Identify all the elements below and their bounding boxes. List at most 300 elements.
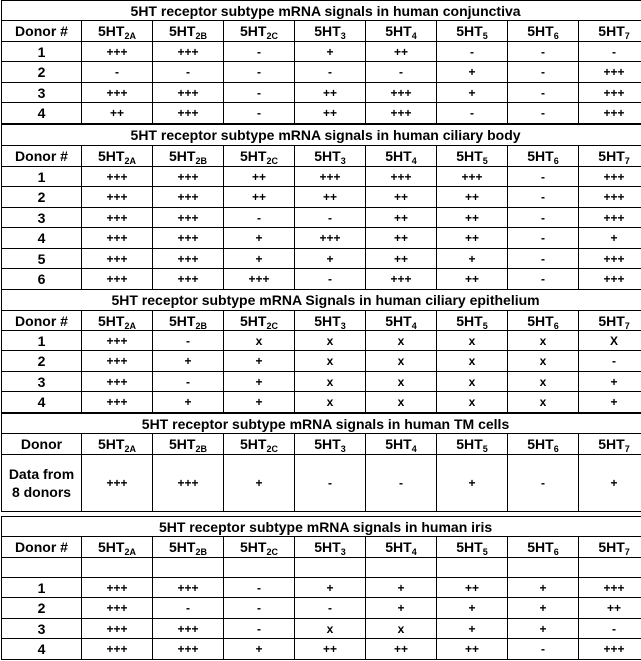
signal-cell bbox=[295, 558, 366, 578]
donor-cell: 3 bbox=[2, 619, 82, 639]
signal-cell: +++ bbox=[82, 269, 153, 290]
signal-cell: +++ bbox=[82, 619, 153, 639]
signal-cell: + bbox=[295, 42, 366, 62]
signal-cell: + bbox=[508, 598, 579, 619]
donor-cell: 6 bbox=[2, 269, 82, 290]
column-header bbox=[153, 434, 224, 455]
column-header-subscript: 7 bbox=[624, 444, 630, 454]
signal-cell: +++ bbox=[153, 249, 224, 269]
column-header bbox=[508, 434, 579, 455]
signal-cell: - bbox=[295, 62, 366, 83]
signal-cell: ++ bbox=[437, 639, 508, 660]
signal-cell: - bbox=[508, 455, 579, 512]
signal-cell: +++ bbox=[153, 269, 224, 290]
signal-cell: ++ bbox=[579, 598, 641, 619]
signal-cell: +++ bbox=[437, 167, 508, 187]
column-header-base: 5HT bbox=[456, 148, 483, 164]
signal-cell: x bbox=[366, 331, 437, 351]
column-header bbox=[295, 21, 366, 42]
title-row bbox=[2, 517, 641, 537]
column-header bbox=[508, 311, 579, 331]
column-header-base: 5HT bbox=[314, 312, 341, 329]
column-header-base: 5HT bbox=[98, 312, 125, 329]
signal-cell: ++ bbox=[224, 187, 295, 208]
column-header-subscript: 6 bbox=[553, 444, 559, 454]
signal-cell: - bbox=[82, 62, 153, 83]
signal-cell: +++ bbox=[153, 619, 224, 639]
table-row bbox=[2, 392, 641, 413]
column-header-base: 5HT bbox=[169, 539, 196, 555]
column-header-base: 5HT bbox=[527, 539, 554, 555]
signal-cell: - bbox=[224, 578, 295, 598]
column-header-subscript: 2C bbox=[266, 320, 278, 331]
signal-cell: x bbox=[437, 372, 508, 392]
column-header-subscript: 4 bbox=[411, 547, 417, 557]
signal-cell: - bbox=[508, 269, 579, 290]
signal-cell: + bbox=[579, 455, 641, 512]
signal-cell: + bbox=[224, 351, 295, 372]
header-row bbox=[2, 311, 641, 331]
column-header bbox=[82, 311, 153, 331]
column-header-base: 5HT bbox=[98, 539, 125, 555]
donor-header: Donor # bbox=[2, 146, 82, 167]
signal-cell: +++ bbox=[82, 42, 153, 62]
column-header-base: 5HT bbox=[240, 436, 267, 452]
column-header bbox=[224, 434, 295, 455]
column-header-base: 5HT bbox=[98, 436, 125, 452]
signal-cell: - bbox=[366, 455, 437, 512]
signal-cell: + bbox=[437, 83, 508, 103]
title-row bbox=[2, 414, 641, 434]
column-header-base: 5HT bbox=[240, 148, 267, 164]
table-block bbox=[1, 516, 638, 660]
column-header bbox=[82, 434, 153, 455]
signal-cell: ++ bbox=[366, 249, 437, 269]
signal-cell: +++ bbox=[579, 578, 641, 598]
column-header-base: 5HT bbox=[598, 312, 625, 329]
signal-cell: - bbox=[508, 42, 579, 62]
signal-cell: +++ bbox=[579, 167, 641, 187]
column-header-subscript: 7 bbox=[624, 31, 630, 41]
signal-cell: +++ bbox=[366, 167, 437, 187]
column-header-base: 5HT bbox=[314, 148, 341, 164]
signal-cell: - bbox=[508, 83, 579, 103]
signal-cell: + bbox=[224, 249, 295, 269]
table-row bbox=[2, 103, 641, 124]
data-table bbox=[1, 289, 641, 413]
title-row bbox=[2, 125, 641, 146]
signal-cell: + bbox=[579, 372, 641, 392]
signal-cell: +++ bbox=[82, 351, 153, 372]
signal-cell: x bbox=[366, 372, 437, 392]
signal-cell: + bbox=[508, 578, 579, 598]
column-header-base: 5HT bbox=[456, 23, 483, 39]
column-header bbox=[437, 146, 508, 167]
signal-cell: - bbox=[153, 62, 224, 83]
column-header-subscript: 2B bbox=[195, 320, 207, 331]
column-header-base: 5HT bbox=[456, 539, 483, 555]
signal-cell: - bbox=[224, 83, 295, 103]
signal-cell bbox=[437, 558, 508, 578]
table-row bbox=[2, 598, 641, 619]
signal-cell: +++ bbox=[366, 269, 437, 290]
signal-cell: x bbox=[224, 331, 295, 351]
column-header bbox=[295, 434, 366, 455]
signal-cell: + bbox=[437, 619, 508, 639]
table-title: 5HT receptor subtype mRNA signals in human TM cells bbox=[2, 414, 641, 434]
signal-cell: x bbox=[366, 619, 437, 639]
column-header-subscript: 2B bbox=[195, 31, 207, 41]
column-header bbox=[82, 537, 153, 558]
column-header bbox=[366, 311, 437, 331]
column-header-subscript: 7 bbox=[624, 547, 630, 557]
column-header bbox=[437, 311, 508, 331]
column-header bbox=[153, 311, 224, 331]
donor-cell: 1 bbox=[2, 578, 82, 598]
column-header-base: 5HT bbox=[598, 23, 625, 39]
column-header bbox=[153, 537, 224, 558]
signal-cell: + bbox=[579, 228, 641, 249]
column-header-base: 5HT bbox=[456, 312, 483, 329]
donor-cell: 4 bbox=[2, 639, 82, 660]
signal-cell: x bbox=[366, 392, 437, 413]
donor-cell: 3 bbox=[2, 208, 82, 228]
signal-cell: + bbox=[153, 392, 224, 413]
signal-cell: +++ bbox=[153, 42, 224, 62]
column-header-base: 5HT bbox=[98, 148, 125, 164]
signal-cell: ++ bbox=[437, 228, 508, 249]
donor-cell: 1 bbox=[2, 331, 82, 351]
donor-header: Donor # bbox=[2, 311, 82, 331]
table-row bbox=[2, 351, 641, 372]
donor-cell: 4 bbox=[2, 392, 82, 413]
signal-cell: +++ bbox=[579, 208, 641, 228]
signal-cell: +++ bbox=[153, 187, 224, 208]
column-header bbox=[153, 21, 224, 42]
signal-cell: +++ bbox=[82, 83, 153, 103]
column-header bbox=[579, 146, 641, 167]
table-row bbox=[2, 372, 641, 392]
column-header-base: 5HT bbox=[385, 539, 412, 555]
column-header-subscript: 5 bbox=[482, 156, 488, 166]
signal-cell: +++ bbox=[579, 103, 641, 124]
column-header bbox=[153, 146, 224, 167]
column-header bbox=[224, 21, 295, 42]
signal-cell: - bbox=[579, 351, 641, 372]
column-header-base: 5HT bbox=[314, 23, 341, 39]
column-header-subscript: 6 bbox=[553, 547, 559, 557]
column-header-base: 5HT bbox=[169, 23, 196, 39]
signal-cell: x bbox=[295, 351, 366, 372]
signal-cell: x bbox=[437, 392, 508, 413]
signal-cell: +++ bbox=[82, 578, 153, 598]
header-row bbox=[2, 434, 641, 455]
column-header-base: 5HT bbox=[598, 148, 625, 164]
column-header bbox=[295, 146, 366, 167]
signal-cell: ++ bbox=[437, 578, 508, 598]
table-row bbox=[2, 331, 641, 351]
donor-cell: 1 bbox=[2, 42, 82, 62]
signal-cell: - bbox=[437, 42, 508, 62]
header-row bbox=[2, 21, 641, 42]
column-header-subscript: 3 bbox=[340, 320, 346, 331]
column-header-subscript: 2C bbox=[266, 547, 278, 557]
signal-cell: - bbox=[366, 62, 437, 83]
column-header-subscript: 5 bbox=[482, 31, 488, 41]
column-header-base: 5HT bbox=[240, 312, 267, 329]
signal-cell: - bbox=[508, 167, 579, 187]
column-header-subscript: 2A bbox=[124, 444, 136, 454]
signal-cell bbox=[579, 558, 641, 578]
signal-cell: + bbox=[437, 62, 508, 83]
column-header bbox=[82, 146, 153, 167]
column-header-subscript: 4 bbox=[411, 31, 417, 41]
signal-cell bbox=[366, 558, 437, 578]
signal-cell: +++ bbox=[366, 103, 437, 124]
signal-cell: ++ bbox=[366, 228, 437, 249]
donor-cell: Data from 8 donors bbox=[2, 455, 82, 512]
table-row bbox=[2, 558, 641, 578]
signal-cell: - bbox=[508, 103, 579, 124]
signal-cell: +++ bbox=[153, 167, 224, 187]
column-header bbox=[437, 434, 508, 455]
column-header bbox=[508, 537, 579, 558]
table-row bbox=[2, 639, 641, 660]
signal-cell: +++ bbox=[153, 578, 224, 598]
donor-header: Donor # bbox=[2, 537, 82, 558]
signal-cell: +++ bbox=[366, 83, 437, 103]
table-title: 5HT receptor subtype mRNA Signals in human ciliary epithelium bbox=[2, 290, 641, 311]
signal-cell: ++ bbox=[437, 187, 508, 208]
signal-cell: - bbox=[224, 103, 295, 124]
signal-cell: - bbox=[508, 228, 579, 249]
signal-cell: - bbox=[153, 598, 224, 619]
column-header bbox=[224, 311, 295, 331]
signal-cell: x bbox=[295, 392, 366, 413]
donor-cell: 2 bbox=[2, 187, 82, 208]
column-header-subscript: 3 bbox=[340, 156, 346, 166]
signal-cell: ++ bbox=[366, 187, 437, 208]
signal-cell: +++ bbox=[82, 187, 153, 208]
signal-cell: ++ bbox=[295, 187, 366, 208]
signal-cell: +++ bbox=[579, 187, 641, 208]
column-header-base: 5HT bbox=[527, 436, 554, 452]
table-title: 5HT receptor subtype mRNA signals in human conjunctiva bbox=[2, 1, 641, 21]
column-header-subscript: 2B bbox=[195, 156, 207, 166]
column-header-base: 5HT bbox=[169, 148, 196, 164]
signal-cell: x bbox=[437, 331, 508, 351]
table-row bbox=[2, 62, 641, 83]
signal-cell: + bbox=[224, 455, 295, 512]
column-header bbox=[508, 146, 579, 167]
signal-cell: - bbox=[508, 62, 579, 83]
signal-cell: - bbox=[295, 455, 366, 512]
signal-cell: +++ bbox=[579, 249, 641, 269]
column-header-base: 5HT bbox=[385, 436, 412, 452]
column-header-subscript: 7 bbox=[624, 156, 630, 166]
signal-cell bbox=[82, 558, 153, 578]
signal-cell: - bbox=[437, 103, 508, 124]
signal-cell: - bbox=[153, 331, 224, 351]
signal-cell: ++ bbox=[437, 269, 508, 290]
title-row bbox=[2, 1, 641, 21]
table-title: 5HT receptor subtype mRNA signals in human iris bbox=[2, 517, 641, 537]
signal-cell: - bbox=[295, 598, 366, 619]
signal-cell: +++ bbox=[82, 392, 153, 413]
column-header-subscript: 2C bbox=[266, 156, 278, 166]
donor-cell: 4 bbox=[2, 103, 82, 124]
column-header bbox=[366, 146, 437, 167]
signal-cell: +++ bbox=[82, 228, 153, 249]
signal-cell: - bbox=[224, 208, 295, 228]
signal-cell: + bbox=[437, 455, 508, 512]
signal-cell: +++ bbox=[153, 639, 224, 660]
column-header bbox=[224, 537, 295, 558]
signal-cell: ++ bbox=[295, 83, 366, 103]
column-header-base: 5HT bbox=[598, 539, 625, 555]
column-header-subscript: 6 bbox=[553, 156, 559, 166]
donor-cell: 2 bbox=[2, 351, 82, 372]
signal-cell: +++ bbox=[82, 455, 153, 512]
column-header-subscript: 3 bbox=[340, 31, 346, 41]
data-table bbox=[1, 516, 641, 660]
table-row bbox=[2, 249, 641, 269]
signal-cell: - bbox=[508, 249, 579, 269]
column-header-base: 5HT bbox=[527, 148, 554, 164]
signal-cell: + bbox=[224, 372, 295, 392]
signal-cell: +++ bbox=[224, 269, 295, 290]
signal-cell: x bbox=[295, 372, 366, 392]
column-header-base: 5HT bbox=[527, 312, 554, 329]
column-header-base: 5HT bbox=[314, 539, 341, 555]
table-row bbox=[2, 269, 641, 290]
signal-cell: + bbox=[366, 578, 437, 598]
signal-cell: - bbox=[295, 269, 366, 290]
signal-cell: +++ bbox=[82, 208, 153, 228]
column-header-base: 5HT bbox=[527, 23, 554, 39]
column-header-base: 5HT bbox=[385, 23, 412, 39]
column-header-subscript: 3 bbox=[340, 444, 346, 454]
donor-cell: 3 bbox=[2, 83, 82, 103]
signal-cell: +++ bbox=[579, 62, 641, 83]
column-header bbox=[579, 21, 641, 42]
signal-cell: x bbox=[508, 372, 579, 392]
column-header-subscript: 4 bbox=[411, 444, 417, 454]
signal-cell: +++ bbox=[82, 331, 153, 351]
signal-cell: - bbox=[579, 619, 641, 639]
column-header-subscript: 2A bbox=[124, 547, 136, 557]
donor-cell: 5 bbox=[2, 249, 82, 269]
donor-cell: 1 bbox=[2, 167, 82, 187]
signal-cell: +++ bbox=[579, 83, 641, 103]
signal-cell: + bbox=[437, 249, 508, 269]
table-block bbox=[1, 124, 638, 290]
column-header-subscript: 2A bbox=[124, 320, 136, 331]
signal-cell bbox=[508, 558, 579, 578]
signal-cell: +++ bbox=[82, 598, 153, 619]
column-header bbox=[579, 537, 641, 558]
signal-cell: ++ bbox=[437, 208, 508, 228]
column-header-subscript: 2A bbox=[124, 156, 136, 166]
donor-cell: 4 bbox=[2, 228, 82, 249]
column-header bbox=[295, 311, 366, 331]
signal-cell: + bbox=[224, 228, 295, 249]
signal-cell: - bbox=[508, 187, 579, 208]
column-header-subscript: 6 bbox=[553, 31, 559, 41]
signal-cell: x bbox=[437, 351, 508, 372]
column-header-subscript: 6 bbox=[553, 320, 559, 331]
data-table bbox=[1, 0, 641, 124]
table-row bbox=[2, 187, 641, 208]
signal-cell bbox=[153, 558, 224, 578]
signal-cell: + bbox=[295, 578, 366, 598]
column-header bbox=[437, 21, 508, 42]
signal-cell: - bbox=[224, 42, 295, 62]
column-header-base: 5HT bbox=[169, 436, 196, 452]
signal-cell: - bbox=[224, 619, 295, 639]
column-header-subscript: 5 bbox=[482, 320, 488, 331]
column-header bbox=[437, 537, 508, 558]
signal-cell: x bbox=[508, 331, 579, 351]
column-header bbox=[579, 311, 641, 331]
donor-cell bbox=[2, 558, 82, 578]
signal-cell: +++ bbox=[82, 249, 153, 269]
column-header-base: 5HT bbox=[169, 312, 196, 329]
header-row bbox=[2, 146, 641, 167]
column-header-base: 5HT bbox=[385, 148, 412, 164]
column-header-base: 5HT bbox=[314, 436, 341, 452]
table-block bbox=[1, 413, 638, 512]
data-table bbox=[1, 413, 641, 512]
signal-cell: +++ bbox=[579, 639, 641, 660]
signal-cell: - bbox=[295, 208, 366, 228]
column-header-subscript: 3 bbox=[340, 547, 346, 557]
signal-cell: +++ bbox=[153, 228, 224, 249]
signal-cell: ++ bbox=[366, 208, 437, 228]
signal-cell: +++ bbox=[153, 208, 224, 228]
table-row bbox=[2, 455, 641, 512]
column-header-base: 5HT bbox=[98, 23, 125, 39]
signal-cell: + bbox=[579, 392, 641, 413]
column-header-subscript: 5 bbox=[482, 444, 488, 454]
column-header bbox=[82, 21, 153, 42]
table-row bbox=[2, 228, 641, 249]
signal-cell: ++ bbox=[295, 103, 366, 124]
table-block bbox=[1, 289, 638, 413]
column-header-subscript: 4 bbox=[411, 320, 417, 331]
table-block bbox=[1, 0, 638, 124]
table-row bbox=[2, 619, 641, 639]
table-row bbox=[2, 83, 641, 103]
donor-header: Donor # bbox=[2, 21, 82, 42]
column-header-subscript: 2A bbox=[124, 31, 136, 41]
table-row bbox=[2, 208, 641, 228]
signal-cell: +++ bbox=[153, 103, 224, 124]
signal-cell: +++ bbox=[82, 167, 153, 187]
signal-cell: - bbox=[508, 639, 579, 660]
signal-cell: +++ bbox=[82, 639, 153, 660]
column-header bbox=[366, 21, 437, 42]
signal-cell: +++ bbox=[82, 372, 153, 392]
table-row bbox=[2, 167, 641, 187]
column-header-base: 5HT bbox=[598, 436, 625, 452]
column-header-subscript: 2C bbox=[266, 31, 278, 41]
column-header bbox=[366, 537, 437, 558]
signal-cell: - bbox=[153, 372, 224, 392]
column-header-base: 5HT bbox=[240, 539, 267, 555]
signal-cell: x bbox=[366, 351, 437, 372]
data-table bbox=[1, 124, 641, 290]
